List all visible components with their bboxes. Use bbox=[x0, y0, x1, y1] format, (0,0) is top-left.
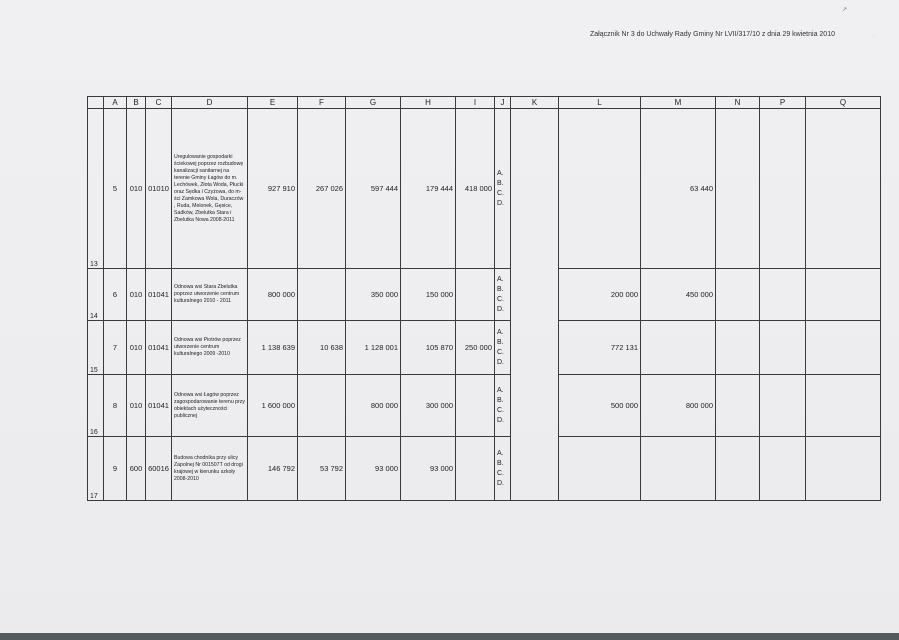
cell-m: 800 000 bbox=[641, 375, 716, 437]
cell-i bbox=[456, 437, 495, 501]
cell-f: 10 638 bbox=[298, 321, 346, 375]
cell-j: A. B. C. D. bbox=[495, 437, 511, 501]
scanner-edge bbox=[0, 633, 899, 640]
cell-l bbox=[559, 109, 641, 269]
cell-e: 1 138 639 bbox=[248, 321, 298, 375]
column-header: A bbox=[104, 97, 127, 109]
cell-c: 60016 bbox=[146, 437, 172, 501]
cell-e: 927 910 bbox=[248, 109, 298, 269]
cell-e: 146 792 bbox=[248, 437, 298, 501]
column-header: L bbox=[559, 97, 641, 109]
cell-j: A. B. C. D. bbox=[495, 269, 511, 321]
column-header: Q bbox=[806, 97, 881, 109]
cell-b: 010 bbox=[127, 109, 146, 269]
column-header: F bbox=[298, 97, 346, 109]
cell-k bbox=[511, 109, 559, 501]
cell-g: 800 000 bbox=[346, 375, 401, 437]
cell-a: 8 bbox=[104, 375, 127, 437]
cell-a: 9 bbox=[104, 437, 127, 501]
column-header: C bbox=[146, 97, 172, 109]
column-header: K bbox=[511, 97, 559, 109]
row-number: 17 bbox=[88, 437, 104, 501]
cell-c: 01010 bbox=[146, 109, 172, 269]
column-header: N bbox=[716, 97, 760, 109]
cell-f bbox=[298, 375, 346, 437]
cell-b: 010 bbox=[127, 269, 146, 321]
column-header: M bbox=[641, 97, 716, 109]
column-header-row bbox=[88, 97, 881, 109]
cell-m bbox=[641, 321, 716, 375]
cell-g: 597 444 bbox=[346, 109, 401, 269]
column-header: H bbox=[401, 97, 456, 109]
cell-i: 418 000 bbox=[456, 109, 495, 269]
cell-a: 6 bbox=[104, 269, 127, 321]
cell-l: 772 131 bbox=[559, 321, 641, 375]
cell-q bbox=[806, 109, 881, 269]
cell-q bbox=[806, 321, 881, 375]
cell-q bbox=[806, 269, 881, 321]
cell-j: A. B. C. D. bbox=[495, 321, 511, 375]
cell-q bbox=[806, 437, 881, 501]
cell-l: 500 000 bbox=[559, 375, 641, 437]
table-row bbox=[88, 321, 881, 375]
cell-h: 105 870 bbox=[401, 321, 456, 375]
cell-p bbox=[760, 375, 806, 437]
cell-n bbox=[716, 109, 760, 269]
cell-j: A. B. C. D. bbox=[495, 375, 511, 437]
cell-p bbox=[760, 109, 806, 269]
column-header: D bbox=[172, 97, 248, 109]
cell-l bbox=[559, 437, 641, 501]
cell-b: 600 bbox=[127, 437, 146, 501]
cell-i bbox=[456, 269, 495, 321]
cell-i: 250 000 bbox=[456, 321, 495, 375]
cell-h: 150 000 bbox=[401, 269, 456, 321]
cell-q bbox=[806, 375, 881, 437]
cell-d-description: Budowa chodnika przy ulicy Zapolnej Nr 001507T od drogi krajowej w kierunku szkoły 2008-2010 bbox=[172, 437, 248, 501]
cell-d-description: Odnowa wsi Stara Zbelutka poprzez utworzenie centrum kulturalnego 2010 - 2011 bbox=[172, 269, 248, 321]
cell-p bbox=[760, 437, 806, 501]
cell-j: A. B. C. D. bbox=[495, 109, 511, 269]
cell-g: 1 128 001 bbox=[346, 321, 401, 375]
row-number: 16 bbox=[88, 375, 104, 437]
cell-g: 350 000 bbox=[346, 269, 401, 321]
column-header: B bbox=[127, 97, 146, 109]
scan-dot: · bbox=[873, 33, 875, 39]
cell-f bbox=[298, 269, 346, 321]
cell-b: 010 bbox=[127, 375, 146, 437]
table-row bbox=[88, 437, 881, 501]
cell-e: 1 600 000 bbox=[248, 375, 298, 437]
cell-a: 5 bbox=[104, 109, 127, 269]
cell-n bbox=[716, 321, 760, 375]
cell-c: 01041 bbox=[146, 321, 172, 375]
cell-h: 179 444 bbox=[401, 109, 456, 269]
column-header: G bbox=[346, 97, 401, 109]
investment-table bbox=[87, 96, 881, 501]
cell-c: 01041 bbox=[146, 269, 172, 321]
table-row bbox=[88, 109, 881, 269]
cell-d-description: Odnowa wsi Piotrów poprzez utworzenie centrum kulturalnego 2009 -2010 bbox=[172, 321, 248, 375]
cell-n bbox=[716, 375, 760, 437]
column-header bbox=[88, 97, 104, 109]
cell-n bbox=[716, 437, 760, 501]
cell-n bbox=[716, 269, 760, 321]
column-header: E bbox=[248, 97, 298, 109]
column-header: J bbox=[495, 97, 511, 109]
row-number: 15 bbox=[88, 321, 104, 375]
cell-h: 300 000 bbox=[401, 375, 456, 437]
table-row bbox=[88, 375, 881, 437]
cell-g: 93 000 bbox=[346, 437, 401, 501]
cell-p bbox=[760, 269, 806, 321]
cell-b: 010 bbox=[127, 321, 146, 375]
row-number: 13 bbox=[88, 109, 104, 269]
cell-p bbox=[760, 321, 806, 375]
cell-m: 63 440 bbox=[641, 109, 716, 269]
cell-i bbox=[456, 375, 495, 437]
cell-c: 01041 bbox=[146, 375, 172, 437]
table-row bbox=[88, 269, 881, 321]
cell-a: 7 bbox=[104, 321, 127, 375]
cell-l: 200 000 bbox=[559, 269, 641, 321]
cell-f: 53 792 bbox=[298, 437, 346, 501]
cell-d-description: Uregulowanie gospodarki ściekowej poprzez rozbudowę kanalizacji sanitarnej na terenie Gminy Łagów do m. Lechówek, Złota Woda, Płucki oraz Sędka i Czyżowa, do m-ści Zamkowa Wola, Duraczów , Ruda, Melonek, Gęsice, Sadków, Zbelutka Stara i Zbelutka Nowa 2008-2011 bbox=[172, 109, 248, 269]
column-header: P bbox=[760, 97, 806, 109]
column-header: I bbox=[456, 97, 495, 109]
cell-e: 800 000 bbox=[248, 269, 298, 321]
attachment-header: Załącznik Nr 3 do Uchwały Rady Gminy Nr LVII/317/10 z dnia 29 kwietnia 2010 bbox=[590, 31, 835, 38]
cell-d-description: Odnowa wsi Łagów poprzez zagospodarowanie terenu przy obiektach użyteczności publicznej bbox=[172, 375, 248, 437]
cell-f: 267 026 bbox=[298, 109, 346, 269]
cell-m: 450 000 bbox=[641, 269, 716, 321]
scan-mark: ↗ bbox=[842, 7, 848, 13]
row-number: 14 bbox=[88, 269, 104, 321]
cell-h: 93 000 bbox=[401, 437, 456, 501]
cell-m bbox=[641, 437, 716, 501]
